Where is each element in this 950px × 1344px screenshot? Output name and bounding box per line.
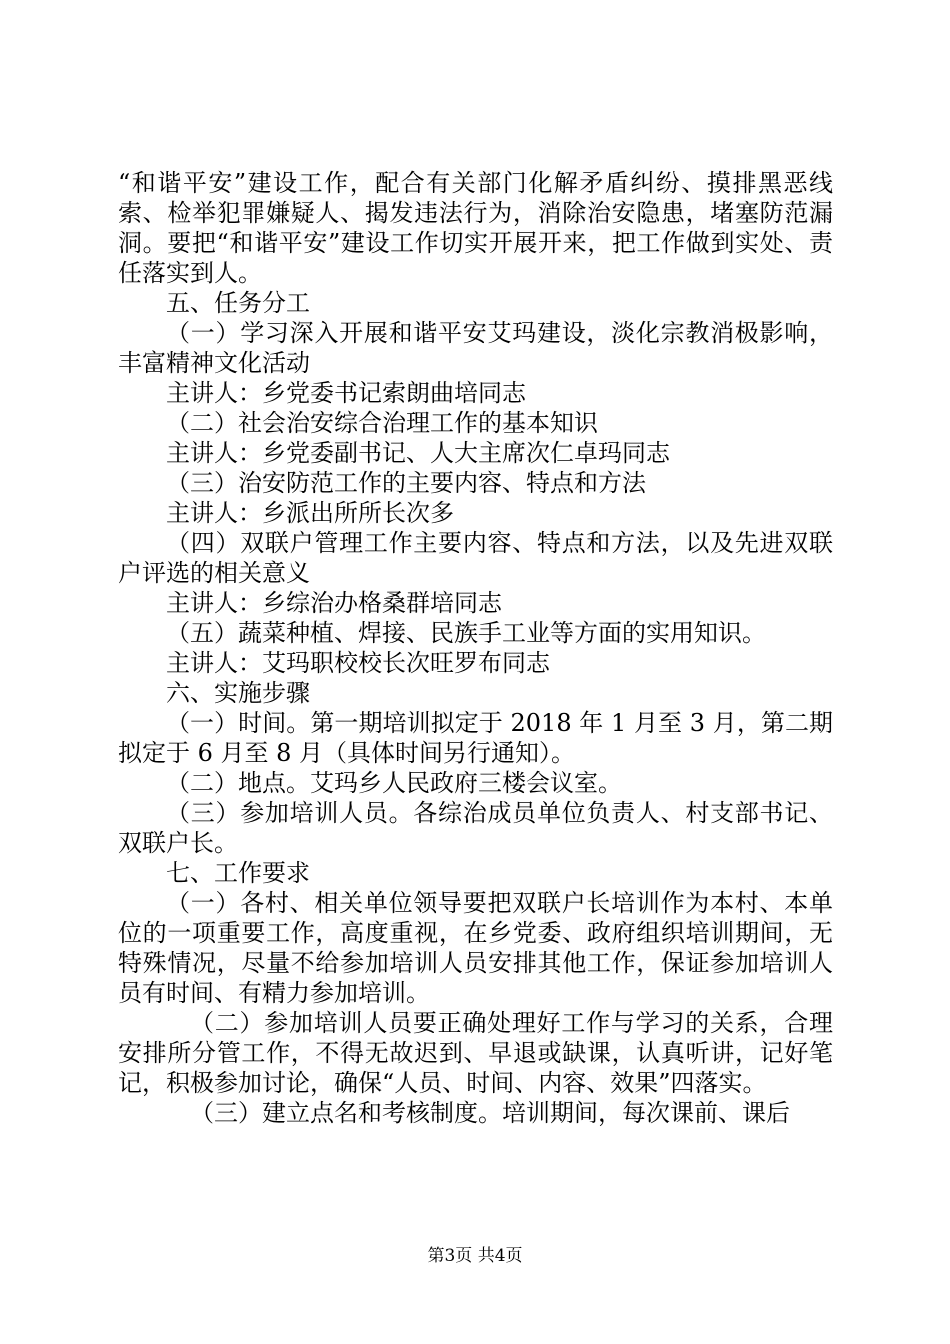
speaker-3: 主讲人：乡派出所所长次多 xyxy=(166,499,454,527)
speaker-4: 主讲人：乡综治办格桑群培同志 xyxy=(166,589,502,617)
speaker-2: 主讲人：乡党委副书记、人大主席次仁卓玛同志 xyxy=(166,439,670,467)
speaker-1: 主讲人：乡党委书记索朗曲培同志 xyxy=(166,379,526,407)
page-number-footer: 第3页 共4页 xyxy=(427,1246,523,1266)
section-heading-6: 六、实施步骤 xyxy=(166,679,310,707)
task-item-3: （三）治安防范工作的主要内容、特点和方法 xyxy=(166,469,646,497)
requirement-1: （一）各村、相关单位领导要把双联户长培训作为本村、本单位的一项重要工作，高度重视，在乡党委、政府组织培训期间，无特殊情况，尽量不给参加培训人员安排其他工作，保证参加培训人员有时间、有精力参加培训。 xyxy=(118,889,833,1007)
task-item-2: （二）社会治安综合治理工作的基本知识 xyxy=(166,409,598,437)
paragraph-1: “和谐平安”建设工作，配合有关部门化解矛盾纠纷、摸排黑恶线索、检举犯罪嫌疑人、揭发违法行为，消除治安隐患，堵塞防范漏洞。要把“和谐平安”建设工作切实开展开来，把工作做到实处、责任落实到人。 xyxy=(118,169,833,287)
speaker-5: 主讲人：艾玛职校校长次旺罗布同志 xyxy=(166,649,550,677)
section-heading-5: 五、任务分工 xyxy=(166,289,310,317)
requirement-2: （二）参加培训人员要正确处理好工作与学习的关系，合理安排所分管工作，不得无故迟到、早退或缺课，认真听讲，记好笔记，积极参加讨论，确保“人员、时间、内容、效果”四落实。 xyxy=(118,1009,833,1097)
step-time: （一）时间。第一期培训拟定于 2018 年 1 月至 3 月，第二期拟定于 6 月至 8 月（具体时间另行通知）。 xyxy=(118,709,833,767)
document-body xyxy=(118,168,833,1128)
task-item-4: （四）双联户管理工作主要内容、特点和方法，以及先进双联户评选的相关意义 xyxy=(118,529,833,587)
task-item-1: （一）学习深入开展和谐平安艾玛建设，淡化宗教消极影响，丰富精神文化活动 xyxy=(118,319,833,377)
step-location: （二）地点。艾玛乡人民政府三楼会议室。 xyxy=(166,769,622,797)
step-participants: （三）参加培训人员。各综治成员单位负责人、村支部书记、双联户长。 xyxy=(118,799,833,857)
task-item-5: （五）蔬菜种植、焊接、民族手工业等方面的实用知识。 xyxy=(166,619,766,647)
requirement-3: （三）建立点名和考核制度。培训期间，每次课前、课后 xyxy=(190,1099,790,1127)
section-heading-7: 七、工作要求 xyxy=(166,859,310,887)
